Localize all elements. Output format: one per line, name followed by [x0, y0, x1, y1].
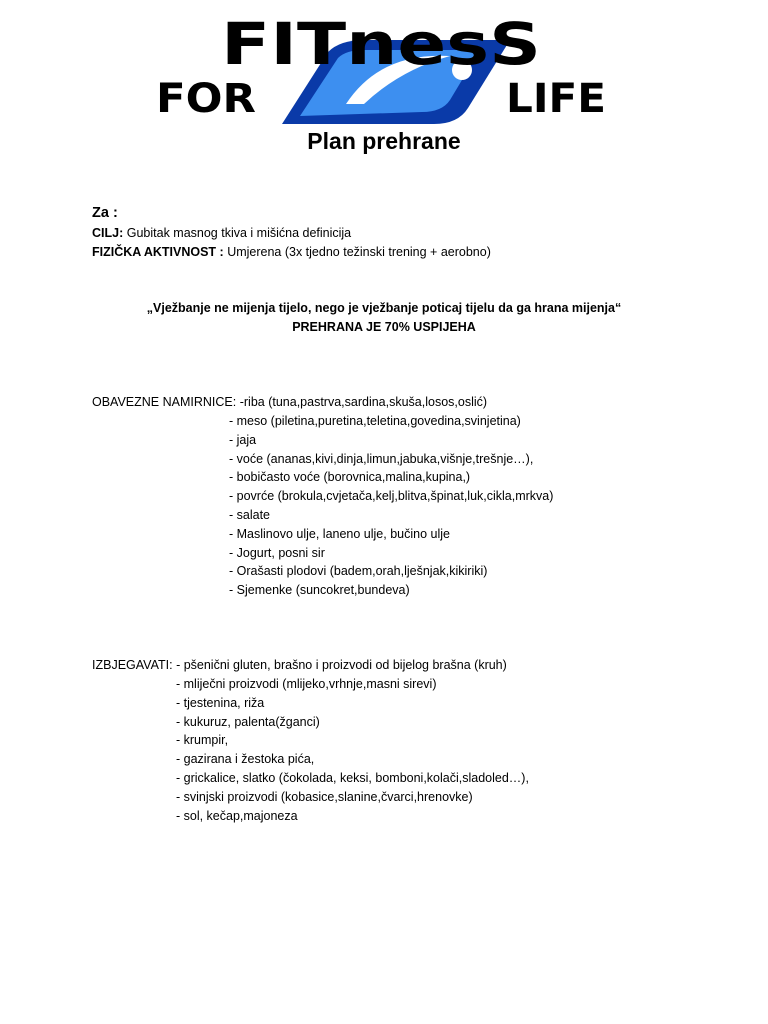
- obavezne-list: [229, 412, 553, 600]
- list-item: - meso (piletina,puretina,teletina,govedina,svinjetina): [229, 414, 521, 428]
- izbjegavati-row: [92, 657, 507, 673]
- list-item: - povrće (brokula,cvjetača,kelj,blitva,špinat,luk,cikla,mrkva): [229, 489, 554, 504]
- list-item: - jaja: [229, 432, 257, 447]
- list-item: - grickalice, slatko (čokolada, keksi, bomboni,kolači,sladoled…),: [176, 770, 529, 785]
- obavezne-row: [92, 394, 487, 410]
- list-item: - kukuruz, palenta(žganci): [176, 714, 320, 729]
- logo-word-left: FOR: [156, 76, 256, 122]
- list-item: - gazirana i žestoka pića,: [176, 752, 315, 767]
- list-item: - krumpir,: [176, 733, 229, 748]
- aktivnost-value: Umjerena (3x tjedno težinski trening + aerobno): [227, 245, 491, 259]
- aktivnost-label: FIZIČKA AKTIVNOST :: [92, 245, 224, 259]
- logo-word-top: FITnesS: [221, 12, 541, 78]
- list-item: - sol, kečap,majoneza: [176, 808, 298, 823]
- list-item: - svinjski proizvodi (kobasice,slanine,čvarci,hrenovke): [176, 789, 473, 804]
- list-item: - voće (ananas,kivi,dinja,limun,jabuka,višnje,trešnje…),: [229, 451, 534, 466]
- obavezne-first-item: -riba (tuna,pastrva,sardina,skuša,losos,oslić): [239, 395, 488, 409]
- cilj-row: [92, 225, 351, 241]
- quote-block: [0, 299, 768, 337]
- logo-word-right: LIFE: [506, 76, 606, 122]
- izbjegavati-label: IZBJEGAVATI:: [92, 658, 173, 672]
- list-item: - tjestenina, riža: [176, 695, 265, 710]
- quote-text: „Vježbanje ne mijenja tijelo, nego je vježbanje poticaj tijelu da ga hrana mijenja“: [146, 301, 622, 315]
- list-item: - bobičasto voće (borovnica,malina,kupina,): [229, 470, 471, 485]
- list-item: - Orašasti plodovi (badem,orah,lješnjak,kikiriki): [229, 564, 488, 579]
- cilj-label: CILJ:: [92, 226, 124, 240]
- list-item: - Jogurt, posni sir: [229, 545, 325, 560]
- quote-subtitle: PREHRANA JE 70% USPIJEHA: [292, 320, 476, 334]
- obavezne-label: OBAVEZNE NAMIRNICE:: [92, 395, 237, 409]
- list-item: - mliječni proizvodi (mlijeko,vrhnje,masni sirevi): [176, 677, 437, 691]
- list-item: - Sjemenke (suncokret,bundeva): [229, 583, 410, 598]
- page-title: Plan prehrane: [307, 128, 461, 154]
- cilj-value: Gubitak masnog tkiva i mišićna definicija: [126, 226, 352, 240]
- list-item: - salate: [229, 507, 270, 522]
- aktivnost-row: [92, 244, 491, 260]
- list-item: - Maslinovo ulje, laneno ulje, bučino ulje: [229, 526, 450, 541]
- fitness-for-life-logo: [150, 12, 612, 130]
- izbjegavati-first-item: - pšenični gluten, brašno i proizvodi od bijelog brašna (kruh): [176, 658, 507, 672]
- za-label: Za :: [92, 205, 118, 221]
- izbjegavati-list: [176, 675, 529, 825]
